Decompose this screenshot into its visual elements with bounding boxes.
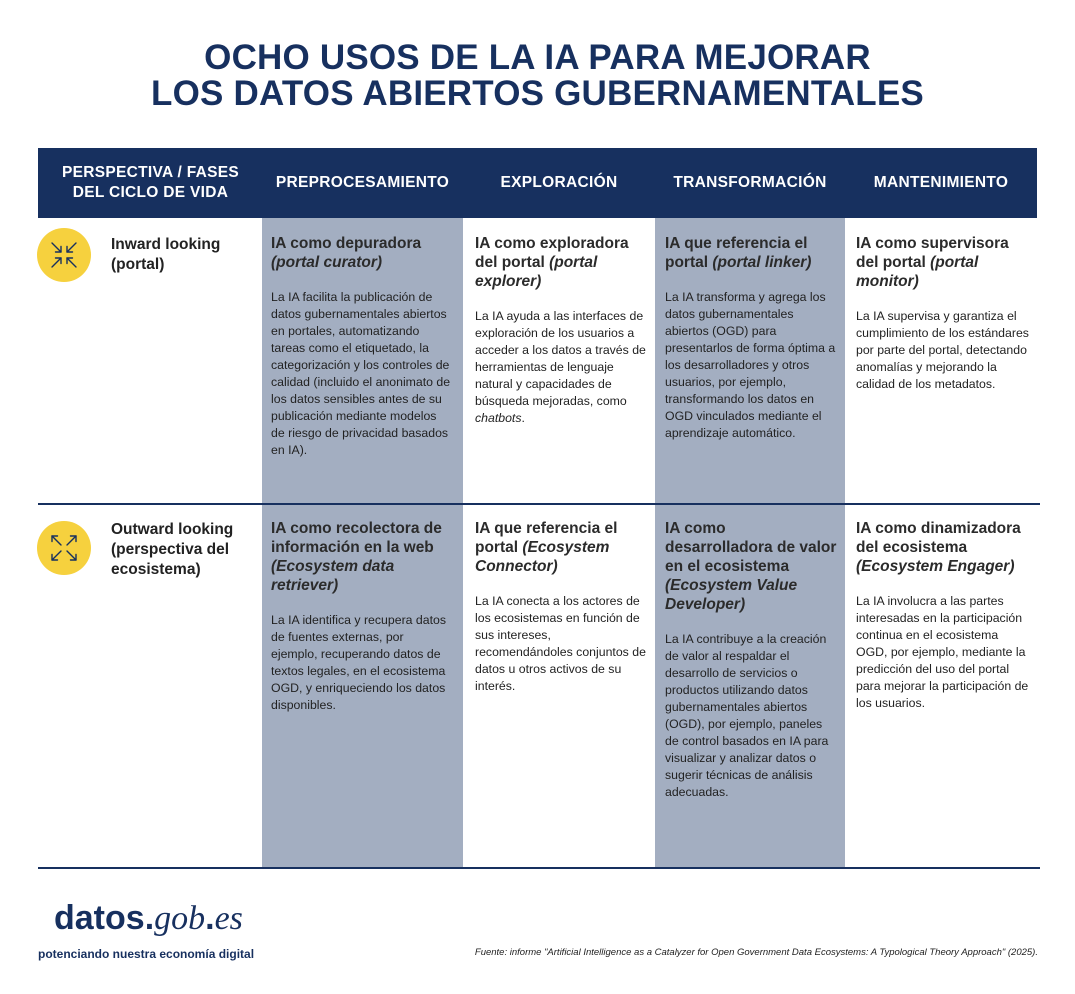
- cell-body: La IA conecta a los actores de los ecosistemas en función de sus intereses, recomendándoles conjuntos de datos u otros activos de su interés.: [475, 594, 646, 693]
- arrows-inward-icon: [37, 228, 91, 282]
- cell-outward-transformacion: [665, 519, 837, 801]
- header-transformacion: TRANSFORMACIÓN: [673, 174, 827, 191]
- cell-body: La IA transforma y agrega los datos gubernamentales abiertos (OGD) para presentarlos de forma óptima a los desarrolladores y otros usuarios, por ejemplo, transformando los datos en OGD vinculados mediante el aprendizaje automático.: [665, 290, 836, 440]
- cell-body: La IA facilita la publicación de datos gubernamentales abiertos en portales, automatizando tareas como el etiquetado, la categorización y los controles de calidad (incluido el anonimato de los datos sensibles antes de su publicación mediante modelos de riesgo de privacidad basados en IA).: [271, 290, 451, 457]
- cell-title: IA como recolectora de información en la web (Ecosystem data retriever): [271, 520, 442, 594]
- cell-outward-preprocesamiento: [271, 519, 451, 714]
- header-exploracion: EXPLORACIÓN: [500, 174, 618, 191]
- header-perspective: [38, 148, 263, 218]
- cell-inward-mantenimiento: [856, 234, 1031, 393]
- row-divider: [38, 503, 1040, 505]
- cell-body: La IA involucra a las partes interesadas en la participación continua en el ecosistema OGD, por ejemplo, mediante la predicción del uso del portal para mejorar la participación de los usuarios.: [856, 594, 1029, 710]
- header-mantenimiento: MANTENIMIENTO: [873, 174, 1009, 191]
- cell-body: La IA supervisa y garantiza el cumplimiento de los estándares por parte del portal, detectando anomalías y mejorando la calidad de los metadatos.: [856, 309, 1029, 391]
- cell-title: IA que referencia el portal (portal linker): [665, 235, 812, 271]
- cell-title: IA como exploradora del portal (portal explorer): [475, 235, 629, 290]
- title-line-2: LOS DATOS ABIERTOS GUBERNAMENTALES: [151, 74, 924, 113]
- cell-outward-exploracion: [475, 519, 647, 695]
- title-line-1: OCHO USOS DE LA IA PARA MEJORAR: [204, 38, 871, 77]
- row-label-inward: [111, 235, 251, 275]
- row-label-outward-line-3: ecosistema): [111, 561, 201, 578]
- row-label-outward: [111, 520, 251, 580]
- datos-gob-es-logo: datos.gob.es: [54, 899, 243, 937]
- page-title: [0, 40, 1075, 112]
- table-bottom-border: [38, 867, 1040, 869]
- row-label-inward-line-1: Inward looking: [111, 236, 221, 253]
- cell-title: IA como dinamizadora del ecosistema (Ecosystem Engager): [856, 520, 1021, 575]
- row-label-inward-line-2: (portal): [111, 256, 165, 273]
- arrows-outward-icon: [37, 521, 91, 575]
- logo-tagline: potenciando nuestra economía digital: [38, 947, 255, 961]
- cell-title: IA como supervisora del portal (portal monitor): [856, 235, 1009, 290]
- cell-inward-transformacion: [665, 234, 837, 442]
- row-label-outward-line-1: Outward looking: [111, 521, 234, 538]
- cell-body: La IA identifica y recupera datos de fuentes externas, por ejemplo, recuperando datos de textos legales, en el ecosistema OGD, y enriqueciendo los datos disponibles.: [271, 613, 446, 712]
- row-label-outward-line-2: (perspectiva del: [111, 541, 230, 558]
- cell-body: La IA ayuda a las interfaces de exploración de los usuarios a acceder a los datos a través de herramientas de lenguaje natural y capacidades de búsqueda mejoradas, como chatbots.: [475, 309, 646, 425]
- source-note: Fuente: informe "Artificial Intelligence as a Catalyzer for Open Government Data Ecosystems: A Typological Theory Approach" (2025).: [474, 947, 1038, 958]
- cell-title: IA que referencia el portal (Ecosystem Connector): [475, 520, 618, 575]
- cell-body: La IA contribuye a la creación de valor al respaldar el desarrollo de servicios o productos utilizando datos gubernamentales abiertos (OGD), por ejemplo, paneles de control basados en IA para visualizar y analizar datos o sugerir técnicas de análisis adecuadas.: [665, 632, 829, 799]
- header-perspective-line-1: PERSPECTIVA / FASES: [61, 164, 240, 181]
- cell-inward-exploracion: [475, 234, 647, 427]
- cell-title: IA como desarrolladora de valor en el ecosistema (Ecosystem Value Developer): [665, 520, 837, 613]
- cell-title: IA como depuradora (portal curator): [271, 235, 422, 271]
- table-header: [38, 148, 1037, 218]
- header-preprocesamiento: PREPROCESAMIENTO: [275, 174, 450, 191]
- header-perspective-line-2: DEL CICLO DE VIDA: [72, 184, 229, 201]
- cell-outward-mantenimiento: [856, 519, 1031, 712]
- cell-inward-preprocesamiento: [271, 234, 451, 459]
